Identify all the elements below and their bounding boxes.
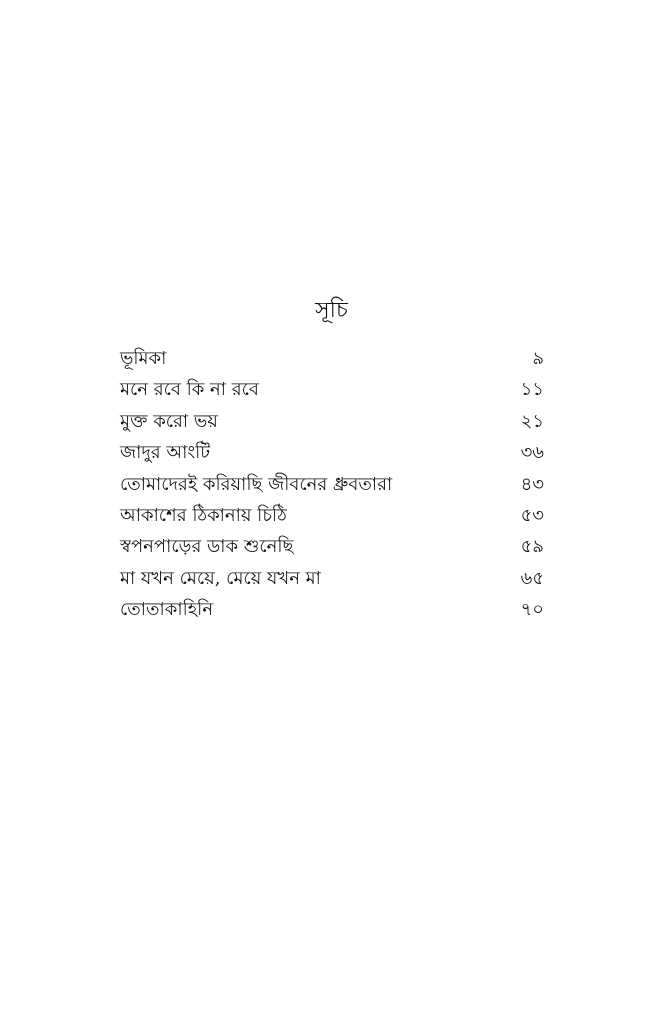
toc-entry: [120, 439, 544, 470]
table-of-contents: [120, 345, 544, 628]
toc-entry-title: স্বপনপাড়ের ডাক শুনেছি: [120, 536, 294, 558]
toc-entry-title: তোতাকাহিনি: [120, 599, 214, 621]
toc-entry: [120, 408, 544, 439]
toc-entry: [120, 502, 544, 533]
page-title: সূচি: [315, 298, 348, 323]
toc-entry-page-number: ৪৩: [520, 473, 544, 495]
toc-entry-page-number: ৫৯: [520, 536, 544, 558]
toc-entry-page-number: ২১: [520, 410, 544, 432]
toc-entry-title: আকাশের ঠিকানায় চিঠি: [120, 504, 287, 526]
toc-entry-title: মনে রবে কি না রবে: [120, 379, 259, 401]
toc-entry-title: মুক্ত করো ভয়: [120, 410, 218, 432]
toc-entry: [120, 376, 544, 407]
toc-entry: [120, 471, 544, 502]
toc-entry: [120, 533, 544, 564]
toc-entry-title: মা যখন মেয়ে, মেয়ে যখন মা: [120, 567, 321, 589]
toc-entry-page-number: ৬৫: [520, 567, 544, 589]
toc-entry: [120, 345, 544, 376]
toc-entry: [120, 596, 544, 627]
toc-entry-page-number: ৩৬: [520, 442, 544, 464]
toc-entry-title: তোমাদেরই করিয়াছি জীবনের ধ্রুবতারা: [120, 473, 393, 495]
toc-entry-page-number: ৫৩: [520, 504, 544, 526]
toc-entry-page-number: ৯: [532, 348, 544, 369]
toc-entry-page-number: ১১: [520, 379, 544, 401]
toc-entry-page-number: ৭০: [520, 599, 544, 621]
toc-entry: [120, 565, 544, 596]
toc-entry-title: ভূমিকা: [120, 348, 167, 369]
toc-entry-title: জাদুর আংটি: [120, 442, 211, 464]
